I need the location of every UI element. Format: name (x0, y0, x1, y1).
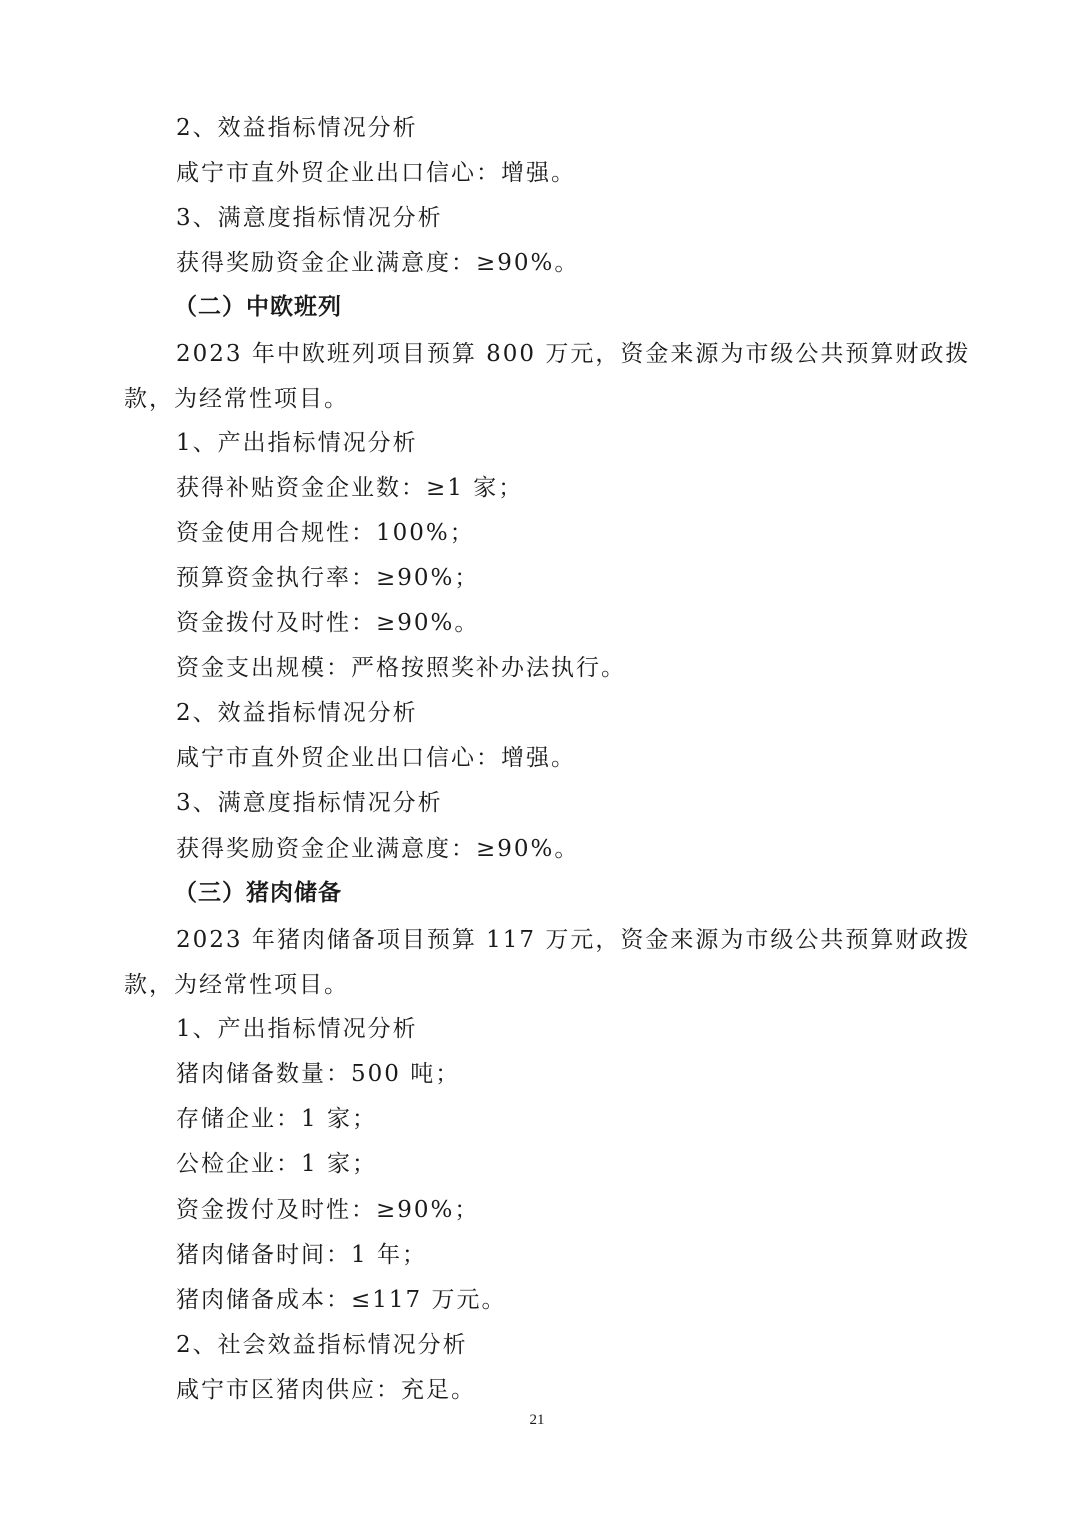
paragraph-line: 款，为经常性项目。 (124, 386, 349, 412)
section-heading-china-europe-railway: （二）中欧班列 (174, 294, 342, 320)
paragraph-line: 款，为经常性项目。 (124, 972, 349, 998)
paragraph-line: 获得奖励资金企业满意度：≥90%。 (176, 250, 580, 276)
paragraph-line: 资金拨付及时性：≥90%。 (176, 610, 480, 636)
paragraph-line: 资金支出规模：严格按照奖补办法执行。 (176, 655, 626, 681)
paragraph-line: 2023 年中欧班列项目预算 800 万元，资金来源为市级公共预算财政拨 (176, 341, 971, 367)
subheading-satisfaction-indicators: 3、满意度指标情况分析 (176, 205, 443, 231)
subheading-social-benefit-indicators: 2、社会效益指标情况分析 (176, 1332, 468, 1358)
paragraph-line: 猪肉储备数量：500 吨； (176, 1061, 461, 1087)
subheading-benefit-indicators: 2、效益指标情况分析 (176, 115, 418, 141)
paragraph-line: 咸宁市直外贸企业出口信心：增强。 (176, 160, 576, 186)
subheading-output-indicators: 1、产出指标情况分析 (176, 430, 418, 456)
paragraph-line: 资金使用合规性：100%； (176, 520, 475, 546)
paragraph-line: 公检企业：1 家； (176, 1151, 377, 1177)
paragraph-line: 猪肉储备成本：≤117 万元。 (176, 1287, 507, 1313)
paragraph-line: 咸宁市直外贸企业出口信心：增强。 (176, 745, 576, 771)
subheading-output-indicators: 1、产出指标情况分析 (176, 1016, 418, 1042)
paragraph-line: 咸宁市区猪肉供应：充足。 (176, 1377, 476, 1403)
section-heading-pork-reserve: （三）猪肉储备 (174, 880, 342, 906)
paragraph-line: 猪肉储备时间：1 年； (176, 1242, 427, 1268)
paragraph-line: 获得补贴资金企业数：≥1 家； (176, 475, 524, 501)
paragraph-line: 资金拨付及时性：≥90%； (176, 1197, 480, 1223)
paragraph-line: 存储企业：1 家； (176, 1106, 377, 1132)
paragraph-line: 2023 年猪肉储备项目预算 117 万元，资金来源为市级公共预算财政拨 (176, 927, 971, 953)
paragraph-line: 获得奖励资金企业满意度：≥90%。 (176, 836, 580, 862)
paragraph-line: 预算资金执行率：≥90%； (176, 565, 480, 591)
subheading-benefit-indicators: 2、效益指标情况分析 (176, 700, 418, 726)
subheading-satisfaction-indicators: 3、满意度指标情况分析 (176, 790, 443, 816)
page-number: 21 (529, 1412, 545, 1428)
